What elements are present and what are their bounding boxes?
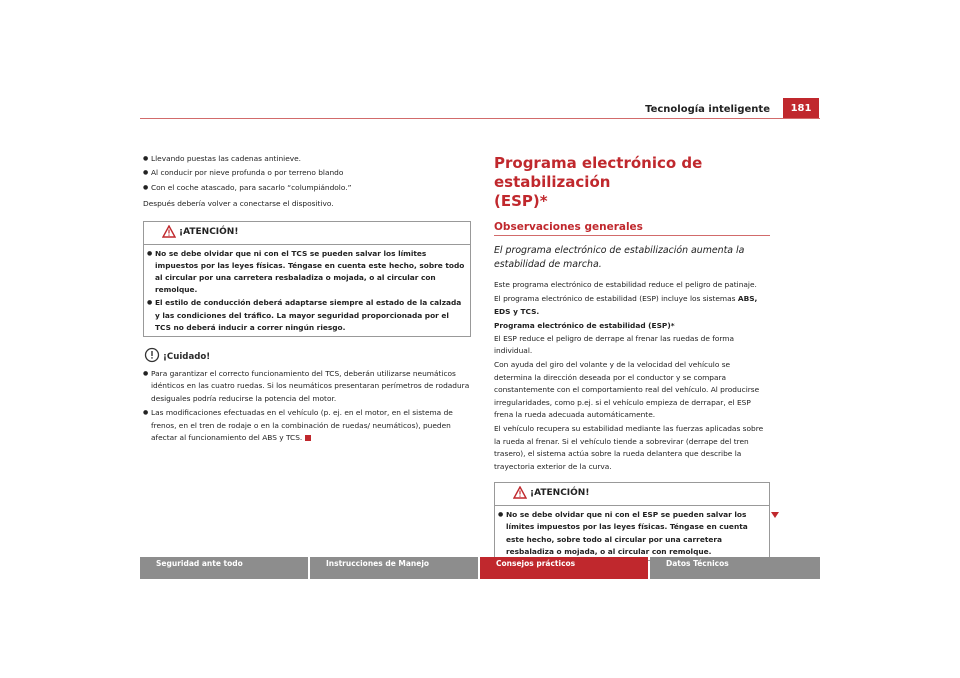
warning-header [495, 483, 769, 506]
list-item: ● Con el coche atascado, para sacarlo “columpiándolo.” [143, 182, 471, 194]
caution-item-text: Las modificaciones efectuadas en el vehículo (p. ej. en el motor, en el sistema de frenos, en el tren de rodaje o en la combinación de ruedas/ neumáticos), pueden afectar al funcionamiento del ABS y TCS. [151, 408, 453, 443]
warning-box [494, 482, 770, 561]
subsection-divider [494, 235, 770, 236]
caution-item [143, 407, 471, 444]
section-heading-line: (ESP)* [494, 192, 548, 210]
page-number: 181 [783, 98, 819, 119]
paragraph-bold: ABS, EDS y TCS. [494, 294, 758, 316]
list-item: ● Llevando puestas las cadenas antinieve. [143, 153, 471, 165]
warning-title: ¡ATENCIÓN! [530, 488, 590, 499]
paragraph: Con ayuda del giro del volante y de la velocidad del vehículo se determina la dirección deseada por el conductor y se compara constantemente con el comportamiento real del vehículo. Al producirse irregularidades, como p.ej. si el vehículo empieza de derrapar, el ESP frena la rueda adecuada automáticamente. [494, 360, 760, 420]
header-divider [140, 118, 820, 119]
list-item: ● Al conducir por nieve profunda o por terreno blando [143, 167, 471, 179]
paragraph: El ESP reduce el peligro de derrape al frenar las ruedas de forma individual. [494, 333, 734, 356]
warning-box [143, 221, 471, 337]
next-page-arrow-icon[interactable] [770, 510, 780, 520]
paragraph-title: Programa electrónico de estabilidad (ESP)* [494, 321, 675, 331]
footer-tab-datos[interactable]: Datos Técnicos [650, 557, 820, 579]
paragraph: Este programa electrónico de estabilidad reduce el peligro de patinaje. [494, 280, 757, 289]
paragraph [494, 293, 770, 318]
warning-title: ¡ATENCIÓN! [179, 226, 239, 237]
caution-header [143, 345, 471, 367]
subsection-heading: Observaciones generales [494, 221, 643, 233]
intro-text: El programa electrónico de estabilización aumenta la estabilidad de marcha. [494, 245, 745, 270]
caution-item: ● Para garantizar el correcto funcionamiento del TCS, deberán utilizarse neumáticos idénticos en las cuatro ruedas. Si los neumáticos presentaran perímetros de rodadura desiguales podría reducirse la potencia del motor. [143, 368, 471, 405]
warning-header [144, 222, 470, 245]
paragraph: Después debería volver a conectarse el dispositivo. [143, 199, 334, 209]
warning-icon [513, 486, 527, 499]
warning-icon [162, 225, 176, 238]
warning-item: ● No se debe olvidar que ni con el ESP se pueden salvar los límites impuestos por las leyes físicas. Téngase en cuenta este hecho, sobre todo al circular por una carretera resbaladiza o mojada, o al circular con remolque. [498, 509, 765, 558]
footer-tab-instrucciones[interactable]: Instrucciones de Manejo [310, 557, 478, 579]
right-column [494, 154, 770, 561]
paragraph-text: El programa electrónico de estabilidad (ESP) incluye los sistemas [494, 294, 738, 304]
page-section-title: Tecnología inteligente [645, 104, 770, 115]
section-end-marker [305, 435, 311, 441]
warning-item: ● No se debe olvidar que ni con el TCS se pueden salvar los límites impuestos por las leyes físicas. Téngase en cuenta este hecho, sobre todo al circular por una carretera resbaladiza o mojada, o al circular con remolque. [147, 248, 466, 297]
left-column [143, 153, 471, 444]
caution-title: ¡Cuidado! [163, 352, 211, 363]
warning-item: ● El estilo de conducción deberá adaptarse siempre al estado de la calzada y las condiciones del tráfico. La mayor seguridad proporcionada por el TCS no deberá inducir a correr ningún riesgo. [147, 297, 466, 334]
caution-icon [144, 347, 160, 363]
paragraph: El vehículo recupera su estabilidad mediante las fuerzas aplicadas sobre la rueda al frenar. Si el vehículo tiende a sobrevirar (derrape del tren trasero), el sistema actúa sobre la rueda delantera que describe la trayectoria exterior de la curva. [494, 424, 764, 471]
section-heading [494, 154, 770, 211]
footer-tab-seguridad[interactable]: Seguridad ante todo [140, 557, 308, 579]
footer-tab-consejos[interactable]: Consejos prácticos [480, 557, 648, 579]
section-heading-line: Programa electrónico de estabilización [494, 154, 703, 191]
